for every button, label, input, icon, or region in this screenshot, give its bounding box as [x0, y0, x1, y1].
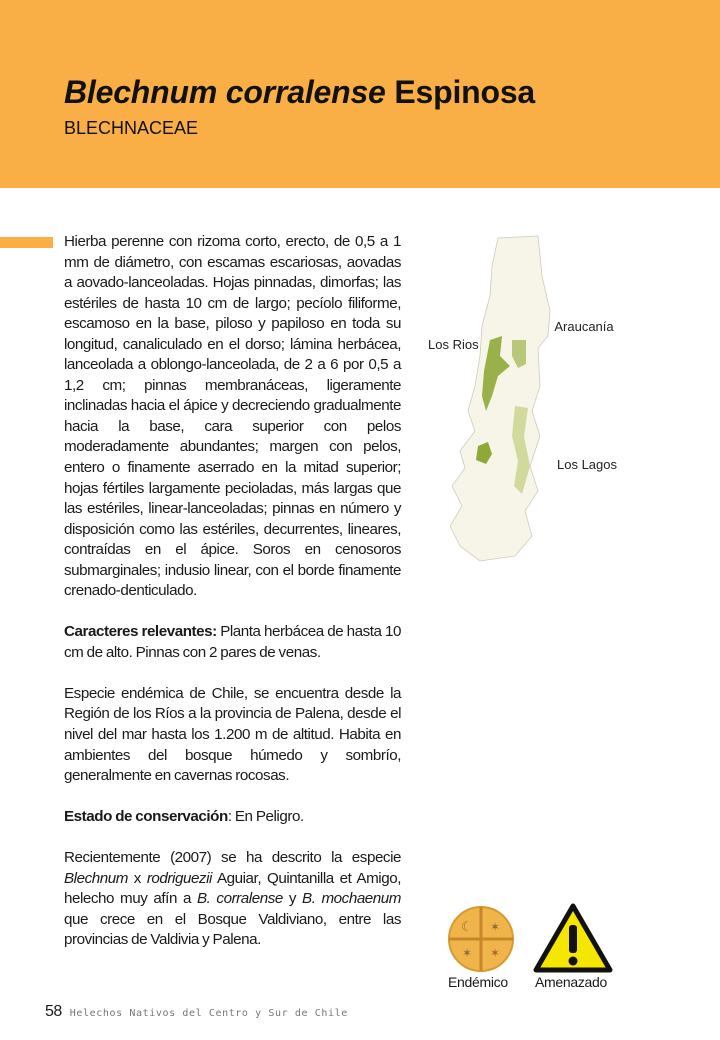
note-text: y — [282, 890, 303, 908]
threatened-label: Amenazado — [535, 974, 608, 990]
header-band — [0, 0, 720, 188]
species-name: Blechnum corralense — [64, 74, 386, 110]
map-land — [450, 236, 550, 561]
note-text: Recientemente (2007) se ha descrito la especie — [64, 849, 401, 867]
accent-bar — [0, 237, 53, 248]
relevant-paragraph — [64, 622, 401, 663]
page-number: 58 — [45, 1003, 62, 1020]
conservation-text: : En Peligro. — [227, 808, 304, 826]
svg-text:✶: ✶ — [489, 920, 501, 934]
endemic-icon — [447, 905, 515, 973]
species-author: Espinosa — [394, 74, 536, 110]
description-paragraph: Hierba perenne con rizoma corto, erecto, de 0,5 a 1 mm de diámetro, con escamas escariosas, aovadas a aovado-lanceoladas. Hojas pinnadas, dimorfas; las estériles de hasta 10 cm de largo; pecíolo filiforme, escamoso en la base, piloso y papiloso en toda su longitud, canaliculado en el dorso; lámina herbácea, lanceolada a oblongo-lanceolada, de 2 a 6 por 0,5 a 1,2 cm; pinnas membranáceas, ligeramente inclinadas hacia el ápice y decreciendo gradualmente hacia la base, cara superior con pelos moderadamente abundantes; margen con pelos, entero o finamente aserrado en la mitad superior; hojas fértiles largamente pecioladas, más largas que las estériles, linear-lanceoladas; pinnas en número y disposición como las estériles, decurrentes, lineares, contraídas en el ápice. Soros en cenosoros submarginales; indusio linear, con el borde finamente crenado-denticulado. — [64, 233, 401, 600]
conservation-paragraph — [64, 807, 401, 828]
distribution-map — [420, 236, 617, 566]
note-italic: B. mochaenum — [302, 890, 402, 908]
distribution-paragraph: Especie endémica de Chile, se encuentra desde la Región de los Ríos a la provincia de Palena, desde el nivel del mar hasta los 1.200 m de altitud. Habita en ambientes del bosque húmedo y sombrío, generalmente en cavernas rocosas. — [64, 684, 401, 785]
map-label-los-rios: Los Rios — [428, 337, 479, 352]
map-label-los-lagos: Los Lagos — [557, 457, 617, 472]
page-footer — [45, 1003, 348, 1021]
family-name: BLECHNACEAE — [64, 118, 199, 138]
map-label-araucania: Araucanía — [554, 319, 614, 334]
warning-triangle-icon — [534, 903, 612, 973]
note-italic: B. corralense — [196, 890, 283, 908]
note-text: x — [127, 869, 147, 887]
conservation-label: Estado de conservación — [64, 808, 228, 826]
svg-text:☾: ☾ — [461, 919, 473, 934]
note-text: Aguiar, Quintanilla et Amigo, helecho muy afín a — [64, 869, 401, 908]
svg-text:✶: ✶ — [489, 946, 501, 960]
status-icons — [440, 900, 620, 1000]
relevant-label: Caracteres relevantes: — [64, 623, 217, 641]
page-title — [64, 74, 535, 111]
relevant-text: Planta herbácea de hasta 10 cm de alto. Pinnas con 2 pares de venas. — [64, 623, 401, 661]
svg-text:✶: ✶ — [461, 946, 473, 960]
endemic-label: Endémico — [448, 974, 508, 990]
book-title: Helechos Nativos del Centro y Sur de Chile — [69, 1008, 348, 1019]
body-text — [64, 232, 401, 971]
note-text: que crece en el Bosque Valdiviano, entre las provincias de Valdivia y Palena. — [64, 910, 401, 949]
note-italic: rodriguezii — [146, 869, 212, 887]
note-paragraph — [64, 848, 401, 951]
note-italic: Blechnum — [64, 869, 128, 887]
